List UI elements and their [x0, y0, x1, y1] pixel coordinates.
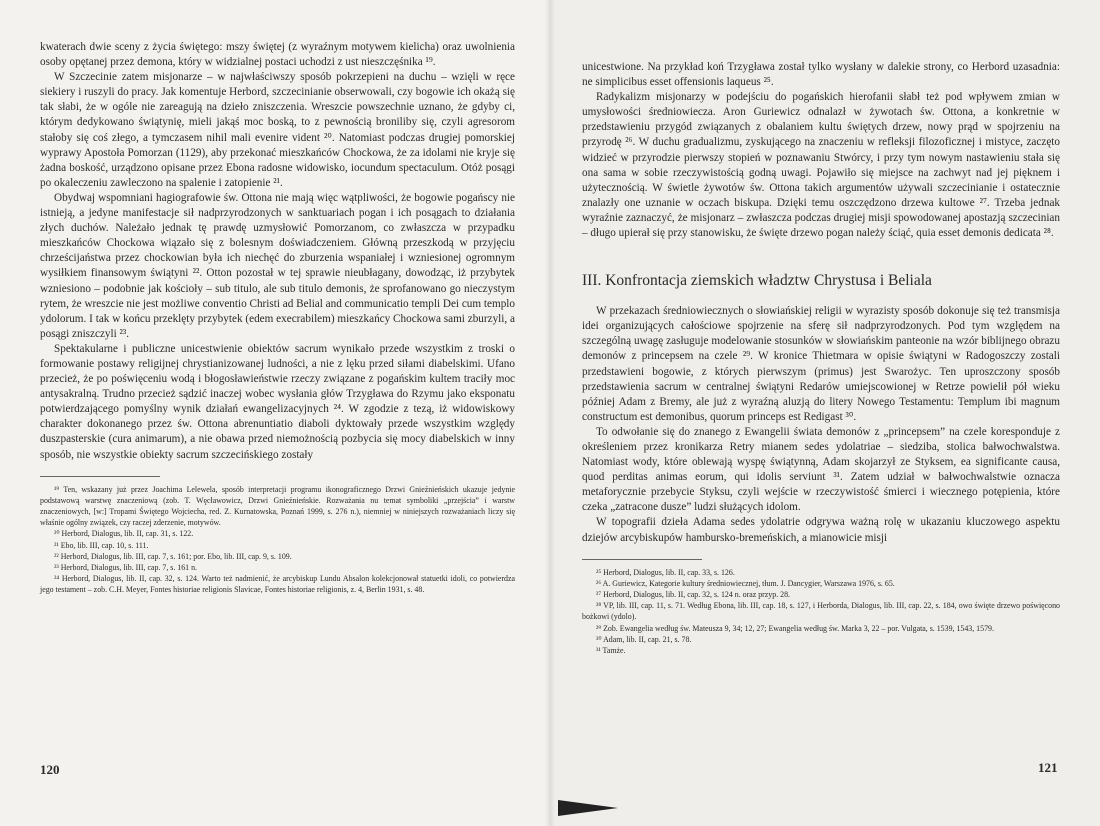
footnote-divider [582, 559, 702, 560]
footnote: ²⁶ A. Guriewicz, Kategorie kultury średniowiecznej, tłum. J. Dancygier, Warszawa 1976, s. 65. [596, 578, 895, 588]
footnote: ²⁰ Herbord, Dialogus, lib. II, cap. 31, s. 122. [54, 529, 194, 539]
section-heading: III. Konfrontacja ziemskich władztw Chrystusa i Beliala [582, 272, 932, 290]
footnote: ²⁵ Herbord, Dialogus, lib. II, cap. 33, s. 126. [596, 567, 735, 577]
right-page [550, 0, 1100, 826]
footnote-divider [40, 476, 160, 477]
book-gutter [545, 0, 555, 826]
footnote: ²³ Herbord, Dialogus, lib. III, cap. 7, s. 161 n. [54, 563, 198, 573]
footnote: ¹⁹ Ten, wskazany już przez Joachima Lelewela, sposób interpretacji programu ikonograficznego Drzwi Gnieźnieńskich ukazuje jedynie podstawową warstwę znaczeniową (zob. T. Węcławowicz, Drzwi Gnieźnieńskie. Rozważania nu temat symboliki „przejścia” i warstw znaczeniowych, [w:] Tropami Świętego Wojciecha, red. Z. Kurnatowska, Poznań 1999, s. 276 n.), niemniej w niniejszych rozważaniach liczy się właśnie ogólny związek, czy raczej zderzenie, motywów. [40, 484, 515, 528]
page-number-right: 121 [1038, 760, 1058, 775]
footnote: ²² Herbord, Dialogus, lib. III, cap. 7, s. 161; por. Ebo, lib. III, cap. 9, s. 109. [54, 551, 292, 561]
footnote: ³⁰ Adam, lib. II, cap. 21, s. 78. [596, 634, 692, 644]
right-text-column [582, 60, 1060, 656]
footnote: ²⁴ Herbord, Dialogus, lib. II, cap. 32, s. 124. Warto też nadmienić, że arcybiskup Lundu Absalon kolekcjonował statuetki idoli, co potwierdza jego testament – zob. C.H. Meyer, Fontes historiae religionis Slavicae, Fontes historiae religionis, z. 4, Berlin 1931, s. 48. [40, 574, 515, 595]
left-text-column [40, 40, 515, 596]
footnote: ²⁸ VP, lib. III, cap. 11, s. 71. Według Ebona, lib. III, cap. 18, s. 127, i Herborda, Dialogus, lib. III, cap. 22, s. 184, owo święte drzewo poświęcono bożkowi (ydolo). [582, 601, 1060, 622]
scan-corner-mark [558, 800, 618, 816]
body-paragraph: kwaterach dwie sceny z życia świętego: mszy świętej (z wyraźnym motywem kielicha) oraz uwolnienia osoby opętanej przez demona, który w widzialnej postaci uchodzi z ust nieszczęśnika ¹⁹. [40, 41, 515, 69]
body-paragraph: unicestwione. Na przykład koń Trzygława został tylko wysłany w dalekie strony, co Herbord uzasadnia: ne simplicibus esset offensionis laqueus ²⁵. [582, 61, 1060, 89]
footnote: ²⁹ Zob. Ewangelia według św. Mateusza 9, 34; 12, 27; Ewangelia według św. Marka 3, 22 – por. Vulgata, s. 1539, 1543, 1579. [596, 623, 994, 633]
body-paragraph: Obydwaj wspomniani hagiografowie św. Ottona nie mają więc wątpliwości, że bogowie pogańscy nie istnieją, a jedyne manifestacje sił nadprzyrodzonych w sanktuariach pogan i ich posągach to działania złych duchów. Należało jednak tę prawdę uzmysłowić Pomorzanom, co zwłaszcza w przypadku mieszkańców Chockowa wiązało się z bolesnym doświadczeniem. Główną przeszkodą w przyjęciu chrześcijaństwa przez chockowian była ich niechęć do zburzenia wspaniałej i wzniesionej ogromnym wysiłkiem finansowym świątyni ²². Otton pozostał w tej sprawie nieubłagany, dowodząc, iż przybytek wzniesiono – podobnie jak kościoły – sub titulo, ale sub titulo demonis, że sprofanowano go nieczystym rytem, że wreszcie nie jest możliwe conventio Christi ad Belial and communicatio templi Dei cum templo ydolorum. I tak w końcu przeklęty przybytek (edem execrabilem) mieszkańcy Chockowa sami zburzyli, a posągi zniszczyli ²³. [40, 191, 515, 340]
body-paragraph: Spektakularne i publiczne unicestwienie obiektów sacrum wynikało przede wszystkim z troski o formowanie postawy religijnej chrystianizowanej ludności, a nie z lęku przed siłami diabelskimi. Ufano przecież, że po poświęceniu wodą i błogosławieństwie rzeczy związane z pogańskim kultem traciły moc antysakralną. Trudno przecież sądzić inaczej wobec wysłania głów Trzygława do Rzymu jako eksponatu potwierdzającego pomyślny wynik działań ewangelizacyjnych ²⁴. W zgodzie z tezą, iż widowiskowy charakter dokonanego przez św. Ottona abrenuntiatio diaboli dyktowały przede wszystkim względy duszpasterskie (cura animarum), a nie obawa przed niemożnością pozbycia się mocy diabelskich w inny sposób, nie wszystkie obiekty sacrum szczecińskiego zostały [40, 342, 515, 461]
footnote: ²⁷ Herbord, Dialogus, lib. II, cap. 32, s. 124 n. oraz przyp. 28. [596, 590, 791, 600]
footnote: ³¹ Tamże. [596, 646, 626, 656]
body-paragraph: W Szczecinie zatem misjonarze – w najwłaściwszy sposób pokrzepieni na duchu – wzięli w ręce siekiery i ruszyli do pracy. Jak komentuje Herbord, szczecinianie obserwowali, czy bogowie ich okażą się tak słabi, że w ogóle nie zareagują na dzieło zniszczenia. Wreszcie powszechnie uznano, że gdyby ci, którym dedykowano świątynię, mieli jakąś moc boską, to z pewnością broniliby się, czyli agresorom stałoby się coś złego, a tymczasem nihil mali evenire vident ²⁰. Natomiast podczas drugiej pomorskiej wyprawy Apostoła Pomorzan (1129), aby przekonać mieszkańców Chockowa, że za idolami nie kryje się żadna boskość, urządzono opisane przez Ebona radosne widowisko, iocundum spectaculum. Otóż posągi po okaleczeniu zawleczono na spalenie i zatopienie ²¹. [40, 71, 515, 189]
body-paragraph: To odwołanie się do znanego z Ewangelii świata demonów z „princepsem” na czele koresponduje z określeniem przez kronikarza Retry mianem sedes ydolatriae – siedziba, stolica bałwochwalstwa. Natomiast wody, które oblewają wyspę świątynną, Adam skojarzył ze Styksem, ea significante causa, quod perditas animas eorum, qui idolis serviunt ³¹. Zatem udział w bałwochwalstwie oznacza metaforycznie przebycie Styksu, czyli wejście w rzeczywistość śmierci i wiecznego potępienia, które czeka „zatracone dusze” ludzi służących idolom. [582, 425, 1060, 514]
page-number-left: 120 [40, 762, 60, 777]
footnote: ²¹ Ebo, lib. III, cap. 10, s. 111. [54, 540, 149, 550]
body-paragraph: W przekazach średniowiecznych o słowiańskiej religii w wyrazisty sposób dokonuje się też transmisja idei organizujących całościowe spojrzenie na sferę sił nadprzyrodzonych. Pod tym względem na szczególną uwagę zasługuje modelowanie stosunków w słowiańskim panteonie na wzór biblijnego obrazu demonów z princepsem na czele ²⁹. W kronice Thietmara w opisie świątyni w Radogoszczy zostali przedstawieni bogowie, z których pierwszym (primus) jest Swarożyc. Ten uproszczony sposób przedstawienia sacrum w centralnej świątyni Redarów umiejscowionej w Retrze powielił pół wieku później Adam z Bremy, ale już z wyraźną aluzją do litery Nowego Testamentu: Templum ibi magnum constructum est demonibus, quorum princeps est Redigast ³⁰. [582, 305, 1060, 423]
body-paragraph: W topografii dzieła Adama sedes ydolatrie odgrywa ważną rolę w ukazaniu kluczowego aspektu dziejów arcybiskupów hambursko-bremeńskich, a mianowicie misji [582, 516, 1060, 544]
body-paragraph: Radykalizm misjonarzy w podejściu do pogańskich hierofanii słabł też pod wpływem zmian w umysłowości średniowiecza. Aron Guriewicz odnalazł w żywotach św. Ottona, a konkretnie w przedstawieniu przygód związanych z obalaniem kultu świętych drzew, nowy prąd w spojrzeniu na przyrodę ²⁶. W duchu gradualizmu, zyskującego na znaczeniu w refleksji filozoficznej i mistyce, zaczęto widzieć w przyrodzie pierwszy stopień w poznawaniu Stwórcy, i przy tym nowym nastawieniu stała się ona sama w sobie rzeczywistością godną uwagi. Pojawiło się miejsce na zachwyt nad jej pięknem i użytecznością. W świetle żywotów św. Ottona takich argumentów używali szczecinianie i ostatecznie znalazły one uznanie w oczach biskupa. Dzięki temu oszczędzono drzewa kultowe ²⁷. Trzeba jednak wyraźnie zaznaczyć, że misjonarz – zwłaszcza podczas drugiej misji spowodowanej apostazją szczecinian – długo upierał się przy stanowisku, że święte drzewo pogan należy ściąć, quia esset demonis dedicata ²⁸. [582, 91, 1060, 240]
